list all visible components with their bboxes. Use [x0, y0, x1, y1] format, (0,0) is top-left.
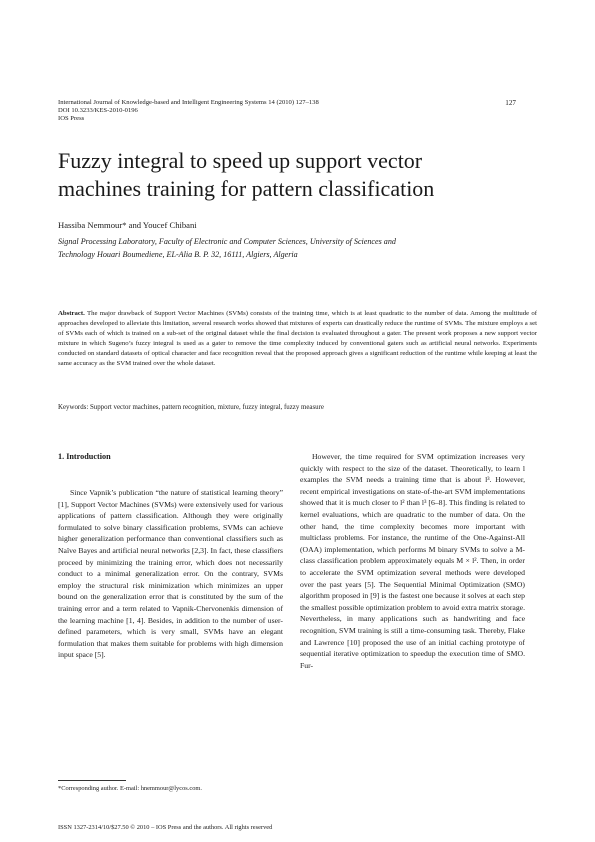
- section-heading-introduction: 1. Introduction: [58, 452, 111, 461]
- title-line-2: machines training for pattern classification: [58, 176, 435, 201]
- abstract-label: Abstract.: [58, 310, 85, 317]
- affiliation: [58, 236, 538, 261]
- abstract-text: The major drawback of Support Vector Machines (SVMs) consists of the training time, which is at least quadratic to the number of data. Among the multitude of approaches developed to alleviate this limitation, several research works showed that mixtures of experts can drastically reduce the runtime of SVMs. The mixture employs a set of SVMs each of which is trained on a sub-set of the original dataset while the final decision is evaluated throughout a gater. The present work proposes a new support vector mixture in which Sugeno’s fuzzy integral is used as a gater to remove the time complexity induced by conventional gaters such as artificial neural networks. Experiments conducted on standard datasets of optical character and face recognition reveal that the proposed approach gives a significant reduction of the runtime while keeping at least the same accuracy as the SVM trained over the whole dataset.: [58, 310, 537, 368]
- keywords: Keywords: Support vector machines, pattern recognition, mixture, fuzzy integral, fuzzy measure: [58, 404, 324, 411]
- intro-paragraph-1: Since Vapnik’s publication “the nature of statistical learning theory” [1], Support Vector Machines (SVMs) were extensively used for various applications of pattern classification. Although they were originally formulated to solve binary classification problems, SVMs can achieve higher generalization performance than conventional classifiers such as Naïve Bayes and artificial neural networks [2,3]. In fact, these classifiers proceed by minimizing the training error, which does not necessarily conduct to a minimal generalization error. On the contrary, SVMs employ the structural risk minimization which minimizes an upper bound on the generalization error that is constituted by the sum of the training error and a term related to Vapnik-Chervonenkis dimension of the learning machine [1, 4]. Besides, in addition to the number of user-defined parameters, which is very small, SVMs have an elegant formulation that makes them suitable for problems with high dimension input space [5].: [58, 488, 283, 660]
- footnote-rule: [58, 780, 126, 781]
- affiliation-line-2: Technology Houari Boumediene, EL-Alia B. P. 32, 16111, Algiers, Algeria: [58, 249, 298, 259]
- affiliation-line-1: Signal Processing Laboratory, Faculty of Electronic and Computer Sciences, University of Sciences and: [58, 237, 396, 246]
- journal-citation: International Journal of Knowledge-based and Intelligent Engineering Systems 14 (2010) 127–138: [58, 99, 319, 106]
- journal-header: [58, 99, 528, 124]
- title-line-1: Fuzzy integral to speed up support vector: [58, 148, 423, 173]
- issn-footer: ISSN 1327-2314/10/$27.50 © 2010 – IOS Press and the authors. All rights reserved: [58, 824, 273, 831]
- left-column: [58, 451, 283, 661]
- abstract: [58, 309, 537, 370]
- paper-title: [58, 147, 538, 203]
- publisher-line: IOS Press: [58, 115, 85, 123]
- page-number: 127: [505, 99, 516, 107]
- doi-line: DOI 10.3233/KES-2010-0196: [58, 107, 138, 115]
- corresponding-author-footnote: *Corresponding author. E-mail: hnemmour@lycos.com.: [58, 785, 202, 792]
- right-column: [300, 451, 525, 671]
- intro-paragraph-2: However, the time required for SVM optimization increases very quickly with respect to the size of the dataset. Theoretically, to learn l examples the SVM needs a training time that is about l³. However, recent empirical investigations on state-of-the-art SVM implementations showed that it is much closer to l² than l³ [6–8]. This finding is related to kernel evaluations, which are quadratic to the number of data. On the other hand, the time complexity becomes more important with multiclass problems. For instance, the runtime of the One-Against-All (OAA) implementation, which performs M binary SVMs to solve a M-class classification problem approximately equals M × l². Then, in order to accelerate the SVM optimization several methods were developed over the past years [5]. The Sequential Minimal Optimization (SMO) algorithm proposed in [9] is the fastest one because it solves at each step the smallest possible optimization problem to avoid extra matrix storage. Nevertheless, in many applications such as handwriting and face recognition, SVM training is still a time-consuming task. Thereby, Flake and Lawrence [10] proposed the use of an initial caching prototype of sequential iterative optimization to speedup the execution time of SMO. Fur-: [300, 452, 525, 670]
- author-list: Hassiba Nemmour* and Youcef Chibani: [58, 220, 197, 230]
